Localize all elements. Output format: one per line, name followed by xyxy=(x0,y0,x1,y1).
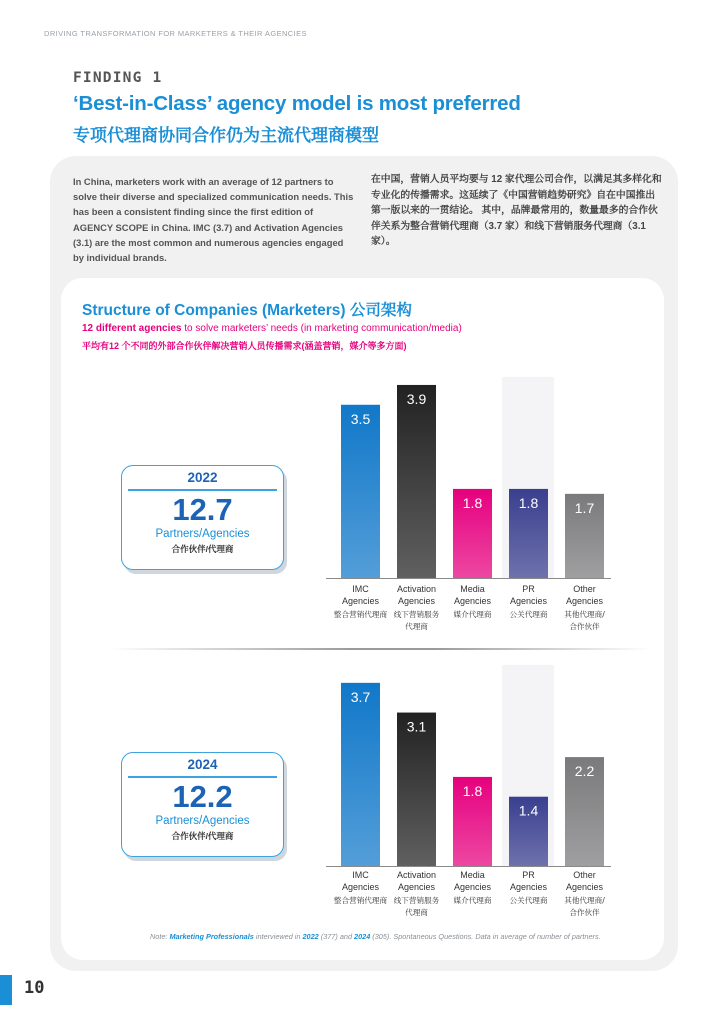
subtitle-rest: to solve marketers’ needs (in marketing communication/media) xyxy=(181,323,462,334)
stat-label-cn: 合作伙伴/代理商 xyxy=(171,831,234,841)
bar-value-label: 3.1 xyxy=(406,718,427,735)
intro-text-cn: 在中国，营销人员平均要与 12 家代理公司合作，以满足其多样化和专业化的传播需求。这延续了《中国营销趋势研究》自在中国推出第一版以来的一贯结论。 其中，品牌最常用的，数量最多的合作伙伴关系为整合营销代理商（3.7 家）和线下营销服务代理商（3.1 家）。 xyxy=(371,174,662,248)
bar-value-label: 1.8 xyxy=(462,494,483,511)
category-label: Other xyxy=(573,584,596,594)
footnote xyxy=(150,932,601,941)
bar-value-label: 1.8 xyxy=(462,782,483,799)
category-label: Other xyxy=(573,870,596,880)
page-tab xyxy=(0,975,12,1005)
bar-value-label: 2.2 xyxy=(574,763,595,780)
page-title-cn: 专项代理商协同合作仍为主流代理商模型 xyxy=(73,126,379,145)
stat-label-cn: 合作伙伴/代理商 xyxy=(171,544,234,554)
category-label-cn: 整合营销代理商 xyxy=(333,610,388,619)
category-label: IMC xyxy=(352,870,369,880)
category-label: Agencies xyxy=(509,596,548,606)
chart-separator xyxy=(110,648,650,650)
category-label: Agencies xyxy=(341,882,380,892)
category-label-cn: 其他代理商/ xyxy=(564,896,605,905)
category-label-cn: 整合营销代理商 xyxy=(333,896,388,905)
category-label: Agencies xyxy=(565,882,604,892)
note-highlight-2024: 2024 xyxy=(354,932,371,941)
category-label: Activation xyxy=(396,870,437,880)
stat-label: Partners/Agencies xyxy=(155,528,250,540)
category-label: Agencies xyxy=(453,882,492,892)
note-suffix: (305). Spontaneous Questions. Data in average of number of partners. xyxy=(370,932,601,941)
note-prefix: Note: xyxy=(150,932,170,941)
category-label-cn: 线下营销服务 xyxy=(393,896,440,905)
category-label-cn: 公关代理商 xyxy=(509,610,548,619)
bar-imc xyxy=(341,683,380,866)
bar-value-label: 3.7 xyxy=(350,688,371,705)
intro-text-en: In China, marketers work with an average of 12 partners to solve their diverse and specialized communication needs. This has been a consistent finding since the first edition of AGENCY SCOPE in China. IMC (3.7) and Activation Agencies (3.1) are the most common and numerous agencies engaged by individual brands. xyxy=(73,176,354,264)
category-label: PR xyxy=(522,584,535,594)
stat-total: 12.7 xyxy=(172,492,233,527)
category-label: IMC xyxy=(352,584,369,594)
category-label: Agencies xyxy=(397,882,436,892)
bar-value-label: 1.7 xyxy=(574,499,595,516)
category-label-cn: 合作伙伴 xyxy=(569,908,600,917)
subtitle-highlight: 12 different agencies xyxy=(82,323,182,334)
category-label: PR xyxy=(522,870,535,880)
chart-card-title: Structure of Companies (Marketers) 公司架构 xyxy=(82,302,412,319)
stat-year: 2022 xyxy=(187,470,218,485)
category-label-cn: 公关代理商 xyxy=(509,896,548,905)
category-label: Media xyxy=(460,870,485,880)
page-number: 10 xyxy=(24,978,45,998)
bar-value-label: 3.9 xyxy=(406,390,427,407)
category-label: Agencies xyxy=(341,596,380,606)
category-label: Media xyxy=(460,584,485,594)
bar-value-label: 3.5 xyxy=(350,410,371,427)
bar-imc xyxy=(341,405,380,578)
chart-card-subtitle-cn: 平均有12 个不同的外部合作伙伴解决营销人员传播需求(涵盖营销，媒介等多方面) xyxy=(82,341,407,351)
category-label: Agencies xyxy=(453,596,492,606)
category-label: Agencies xyxy=(565,596,604,606)
category-label-cn: 合作伙伴 xyxy=(569,622,600,631)
category-label-cn: 代理商 xyxy=(405,622,428,631)
page-title: ‘Best-in-Class’ agency model is most preferred xyxy=(73,92,521,115)
bar-activation xyxy=(397,713,436,866)
finding-label: FINDING 1 xyxy=(73,70,163,86)
bar-activation xyxy=(397,385,436,578)
bar-value-label: 1.8 xyxy=(518,494,539,511)
note-middle-2: (377) and xyxy=(318,932,355,941)
category-label: Agencies xyxy=(397,596,436,606)
bar-value-label: 1.4 xyxy=(518,802,539,819)
category-label-cn: 其他代理商/ xyxy=(564,610,605,619)
stat-label: Partners/Agencies xyxy=(155,815,250,827)
category-label-cn: 媒介代理商 xyxy=(453,896,492,905)
category-label: Activation xyxy=(396,584,437,594)
stat-year: 2024 xyxy=(187,757,218,772)
note-middle-1: interviewed in xyxy=(253,932,303,941)
category-label-cn: 代理商 xyxy=(405,908,428,917)
note-highlight-2022: 2022 xyxy=(302,932,319,941)
note-highlight-professionals: Marketing Professionals xyxy=(169,932,254,941)
category-label: Agencies xyxy=(509,882,548,892)
category-label-cn: 媒介代理商 xyxy=(453,610,492,619)
stat-total: 12.2 xyxy=(172,779,233,814)
running-header: DRIVING TRANSFORMATION FOR MARKETERS & THEIR AGENCIES xyxy=(44,29,307,38)
category-label-cn: 线下营销服务 xyxy=(393,610,440,619)
